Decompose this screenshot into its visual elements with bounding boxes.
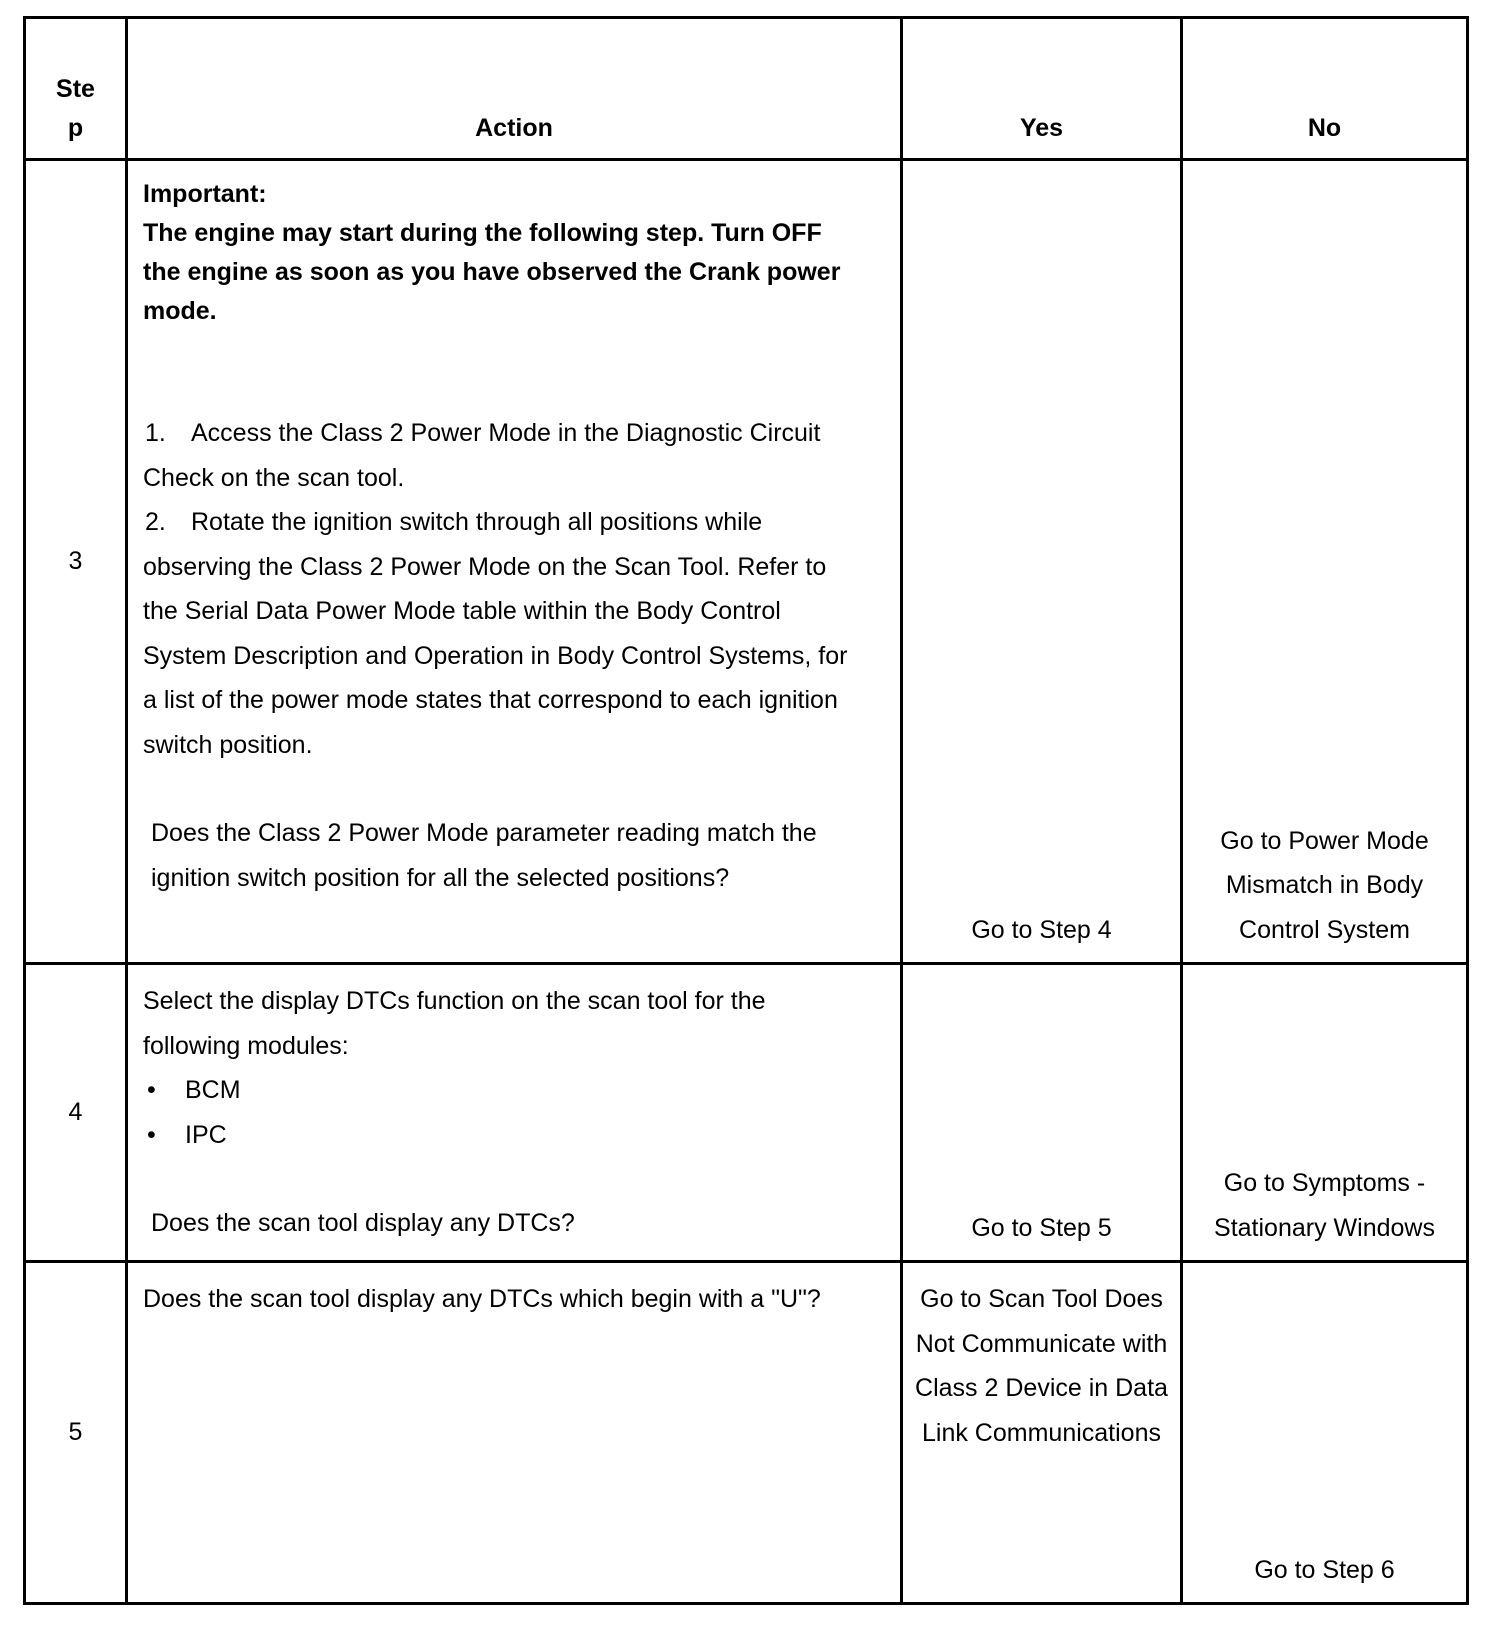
header-action: Action <box>127 18 902 160</box>
question-text: Does the Class 2 Power Mode parameter reading match the ignition switch position for all the selected positions? <box>151 819 817 892</box>
no-cell: Go to Step 6 <box>1182 1262 1468 1604</box>
no-cell: Go to Symptoms - Stationary Windows <box>1182 964 1468 1262</box>
list-item: 2. Rotate the ignition switch through all positions while observing the Class 2 Power Mode on the Scan Tool. Refer to the Serial Data Power Mode table within the Body Control System Description and Operation in Body Control Systems, for a list of the power mode states that correspond to each ignition switch position. <box>143 508 848 759</box>
header-no: No <box>1182 18 1468 160</box>
list-item: 1. Access the Class 2 Power Mode in the Diagnostic Circuit Check on the scan tool. <box>143 419 821 492</box>
module-list <box>143 1068 860 1157</box>
step-number: 4 <box>25 964 127 1262</box>
question-text: Does the scan tool display any DTCs? <box>151 1209 575 1237</box>
question-text: Does the scan tool display any DTCs which begin with a "U"? <box>143 1285 821 1313</box>
header-step: Step <box>25 18 127 160</box>
table-row <box>25 160 1468 964</box>
yes-cell: Go to Scan Tool Does Not Communicate with Class 2 Device in Data Link Communications <box>902 1262 1182 1604</box>
diagnostic-table <box>23 16 1469 1605</box>
header-row <box>25 18 1468 160</box>
table-row <box>25 964 1468 1262</box>
action-cell <box>127 964 902 1262</box>
table-row <box>25 1262 1468 1604</box>
action-cell <box>127 1262 902 1604</box>
numbered-steps <box>143 411 860 767</box>
header-yes: Yes <box>902 18 1182 160</box>
list-item: • IPC <box>147 1120 227 1149</box>
important-text: The engine may start during the following step. Turn OFF the engine as soon as you have observed the Crank power mode. <box>143 219 841 325</box>
step-number: 5 <box>25 1262 127 1604</box>
step-number: 3 <box>25 160 127 964</box>
yes-cell: Go to Step 4 <box>902 160 1182 964</box>
list-item: • BCM <box>147 1076 241 1104</box>
no-cell: Go to Power Mode Mismatch in Body Control System <box>1182 160 1468 964</box>
important-label: Important: <box>143 180 267 208</box>
yes-cell: Go to Step 5 <box>902 964 1182 1262</box>
action-cell <box>127 160 902 964</box>
intro-text: Select the display DTCs function on the scan tool for the following modules: <box>143 987 766 1060</box>
